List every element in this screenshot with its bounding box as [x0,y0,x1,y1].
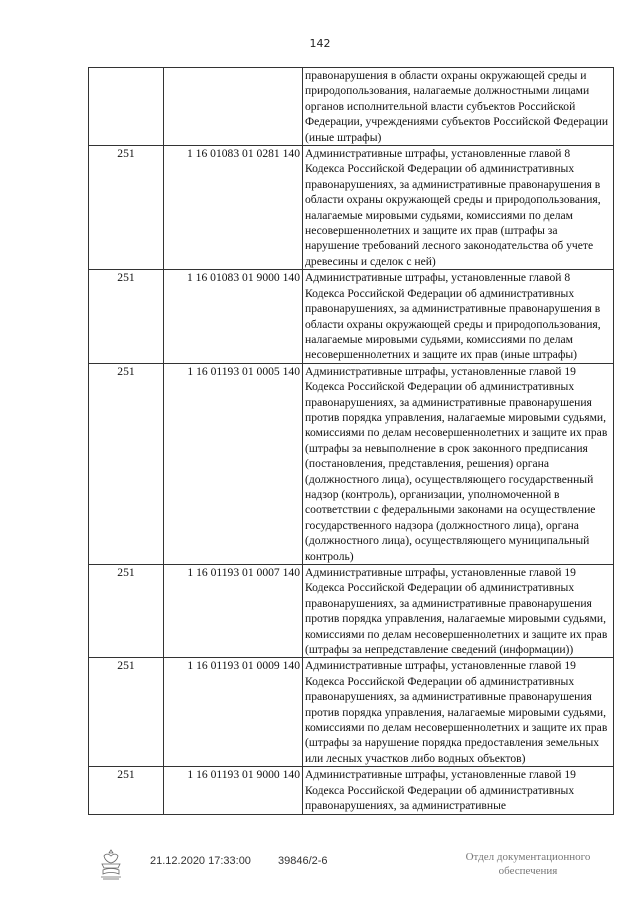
footer-document-number: 39846/2-6 [278,855,328,867]
admin-code-cell: 251 [89,146,164,270]
stamp-line-1: Отдел документационного [465,851,591,863]
description-cell: Административные штрафы, установленные главой 8 Кодекса Российской Федерации об административных правонарушениях, за административные правонарушения в области охраны окружающей среды и природопользования, налагаемые мировыми судьями, комиссиями по делам несовершеннолетних и защите их прав (иные штрафы) [303,270,614,363]
table-row [89,565,614,658]
kbk-table [88,67,614,815]
description-cell: Административные штрафы, установленные главой 19 Кодекса Российской Федерации об административных правонарушениях, за административные [303,767,614,814]
department-stamp [448,850,608,878]
table-row [89,68,614,146]
admin-code-cell: 251 [89,363,164,564]
admin-code-cell [89,68,164,146]
page-number: 142 [309,37,331,50]
description-cell: Административные штрафы, установленные главой 19 Кодекса Российской Федерации об административных правонарушениях, за административные правонарушения против порядка управления, налагаемые мировыми судьями, комиссиями по делам несовершеннолетних и защите их прав (штрафы за непредставление сведений (информации)) [303,565,614,658]
kbk-code-cell: 1 16 01083 01 9000 140 [164,270,303,363]
description-cell: Административные штрафы, установленные главой 19 Кодекса Российской Федерации об административных правонарушениях, за административные правонарушения против порядка управления, налагаемые мировыми судьями, комиссиями по делам несовершеннолетних и защите их прав (штрафы за нарушение порядка предоставления земельных или лесных участков либо водных объектов) [303,658,614,767]
table-row [89,658,614,767]
coat-of-arms-icon [98,848,124,880]
kbk-code-cell: 1 16 01193 01 9000 140 [164,767,303,814]
table-row [89,363,614,564]
admin-code-cell: 251 [89,565,164,658]
kbk-code-cell: 1 16 01193 01 0007 140 [164,565,303,658]
stamp-line-2: обеспечения [498,865,558,877]
admin-code-cell: 251 [89,767,164,814]
admin-code-cell: 251 [89,270,164,363]
table-row [89,146,614,270]
kbk-code-cell: 1 16 01193 01 0005 140 [164,363,303,564]
table-row [89,270,614,363]
table-row [89,767,614,814]
description-cell: Административные штрафы, установленные главой 19 Кодекса Российской Федерации об административных правонарушениях, за административные правонарушения против порядка управления, налагаемые мировыми судьями, комиссиями по делам несовершеннолетних и защите их прав (штрафы за невыполнение в срок законного предписания (постановления, представления, решения) органа (должностного лица), осуществляющего государственный надзор (контроль), организации, уполномоченной в соответствии с федеральными законами на осуществление государственного надзора (должностного лица), органа (должностного лица), осуществляющего муниципальный контроль) [303,363,614,564]
kbk-code-cell: 1 16 01193 01 0009 140 [164,658,303,767]
description-cell: Административные штрафы, установленные главой 8 Кодекса Российской Федерации об административных правонарушениях, за административные правонарушения в области охраны окружающей среды и природопользования, налагаемые мировыми судьями, комиссиями по делам несовершеннолетних и защите их прав (штрафы за нарушение требований лесного законодательства об учете древесины и сделок с ней) [303,146,614,270]
kbk-code-cell [164,68,303,146]
admin-code-cell: 251 [89,658,164,767]
page-footer [0,848,640,888]
description-cell: правонарушения в области охраны окружающей среды и природопользования, налагаемые должностными лицами органов исполнительной власти субъектов Российской Федерации, учреждениями субъектов Российской Федерации (иные штрафы) [303,68,614,146]
footer-datetime: 21.12.2020 17:33:00 [150,855,251,867]
kbk-code-cell: 1 16 01083 01 0281 140 [164,146,303,270]
